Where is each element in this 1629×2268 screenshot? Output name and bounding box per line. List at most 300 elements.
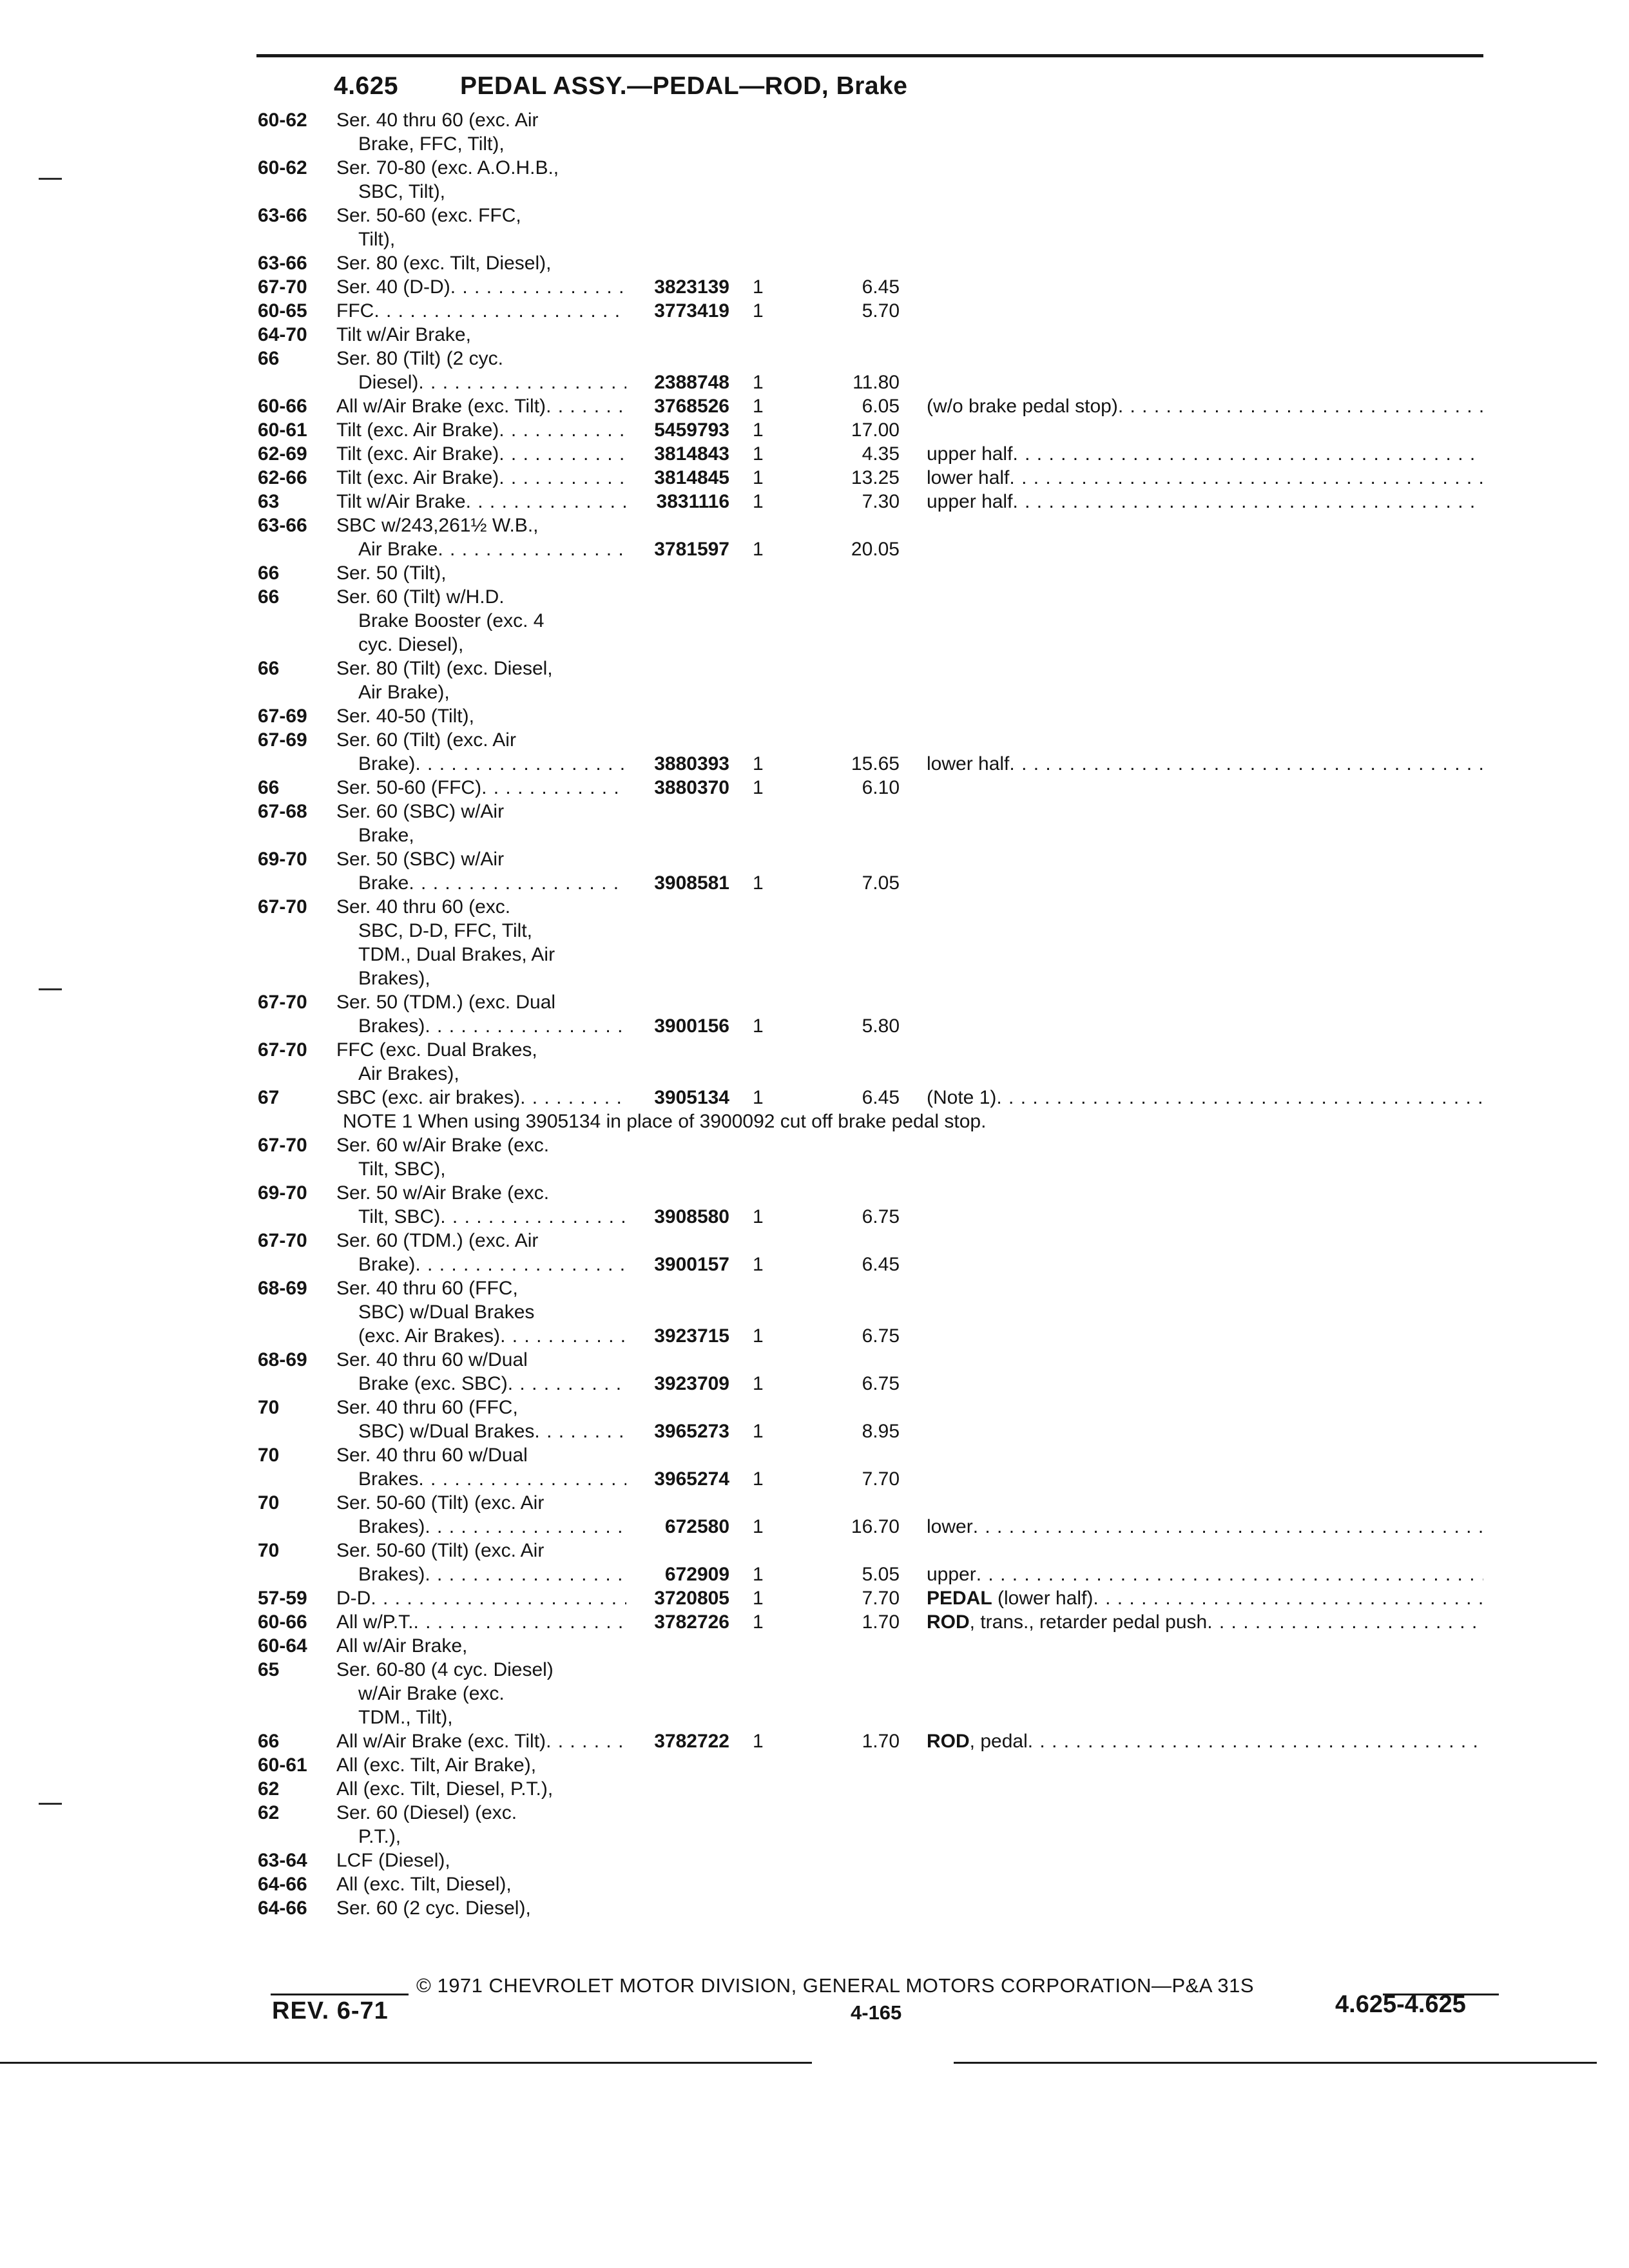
section-range: 4.625-4.625 — [1335, 1991, 1466, 2018]
list-price: 17.00 — [851, 419, 900, 441]
dot-leader — [973, 1515, 1483, 1539]
application-text: Ser. 60 (SBC) w/Air — [336, 801, 505, 822]
quantity: 1 — [753, 372, 764, 393]
application-text: Ser. 50-60 (Tilt) (exc. Air — [336, 1492, 545, 1514]
model-years: 62 — [258, 1778, 280, 1800]
application-cell — [336, 1443, 626, 1468]
model-years: 67-70 — [258, 1039, 307, 1061]
margin-mark — [39, 988, 62, 990]
application-cell — [336, 776, 626, 800]
application-cell — [336, 347, 626, 371]
quantity: 1 — [753, 1564, 764, 1585]
application-text: All w/Air Brake, — [336, 1635, 468, 1657]
model-years: 63-66 — [258, 205, 307, 226]
dot-leader — [409, 871, 626, 896]
list-price: 6.05 — [862, 396, 900, 417]
application-cell — [358, 966, 626, 991]
quantity: 1 — [753, 467, 764, 488]
model-years: 68-69 — [258, 1349, 307, 1370]
model-years: 66 — [258, 1731, 280, 1752]
application-cell — [358, 823, 626, 848]
dot-leader — [425, 1014, 626, 1039]
application-text: FFC — [336, 300, 374, 322]
quantity: 1 — [753, 1468, 764, 1490]
remark-text — [927, 394, 1118, 419]
model-years: 67-68 — [258, 801, 307, 822]
application-cell — [336, 728, 626, 753]
application-cell — [358, 1300, 626, 1325]
application-text: Brakes — [358, 1468, 419, 1490]
dot-leader — [508, 1372, 626, 1396]
dot-leader — [499, 466, 626, 490]
application-cell — [336, 466, 626, 490]
dot-leader — [371, 1586, 626, 1611]
application-cell — [358, 1324, 626, 1349]
dot-leader — [1093, 1586, 1483, 1611]
list-price: 7.05 — [862, 872, 900, 894]
part-number: 3782726 — [654, 1611, 729, 1633]
application-text: Brakes) — [358, 1564, 425, 1585]
model-years: 65 — [258, 1659, 280, 1680]
application-cell — [336, 704, 626, 729]
application-cell — [358, 633, 626, 657]
application-cell — [336, 585, 626, 610]
application-cell — [336, 1872, 626, 1897]
remark-cell — [927, 1729, 1483, 1754]
model-years: 66 — [258, 777, 280, 798]
application-cell — [358, 1682, 626, 1706]
model-years: 70 — [258, 1492, 280, 1514]
remark-detail: (lower half) — [998, 1588, 1094, 1609]
application-text: TDM., Tilt), — [358, 1707, 453, 1728]
application-cell — [336, 251, 626, 276]
application-text: Brake (exc. SBC) — [358, 1373, 508, 1394]
model-years: 60-62 — [258, 157, 307, 178]
list-price: 13.25 — [851, 467, 900, 488]
part-number: 3965273 — [654, 1421, 729, 1442]
dot-leader — [500, 1324, 626, 1349]
model-years: 68-69 — [258, 1278, 307, 1299]
list-price: 6.75 — [862, 1206, 900, 1227]
application-text: Tilt (exc. Air Brake) — [336, 443, 499, 465]
application-cell — [336, 418, 626, 443]
model-years: 62 — [258, 1802, 280, 1823]
part-number: 3781597 — [654, 539, 729, 560]
quantity: 1 — [753, 1087, 764, 1108]
list-price: 4.35 — [862, 443, 900, 465]
part-number: 3923715 — [654, 1325, 729, 1347]
dot-leader — [414, 1610, 627, 1635]
application-text: LCF (Diesel), — [336, 1850, 450, 1871]
quantity: 1 — [753, 396, 764, 417]
remark-text — [927, 490, 1012, 514]
application-text: Ser. 50-60 (FFC) — [336, 777, 482, 798]
list-price: 7.70 — [862, 1468, 900, 1490]
model-years: 64-70 — [258, 324, 307, 345]
application-cell — [358, 1562, 626, 1587]
model-years: 67-70 — [258, 276, 307, 298]
application-cell — [336, 561, 626, 586]
application-text: Ser. 40 thru 60 (FFC, — [336, 1397, 518, 1418]
model-years: 67-70 — [258, 1230, 307, 1251]
dot-leader — [1012, 442, 1483, 466]
model-years: 67-70 — [258, 896, 307, 918]
application-cell — [358, 370, 626, 395]
application-cell — [358, 1372, 626, 1396]
application-cell — [336, 490, 626, 514]
remark-detail: , pedal — [969, 1731, 1028, 1752]
application-text: Tilt, SBC), — [358, 1158, 446, 1180]
application-text: Brake, — [358, 825, 414, 846]
application-text: Brake) — [358, 1254, 416, 1275]
application-cell — [358, 1467, 626, 1492]
part-number: 3773419 — [654, 300, 729, 322]
list-price: 6.45 — [862, 1087, 900, 1108]
part-number: 3923709 — [654, 1373, 729, 1394]
remark-cell — [927, 466, 1483, 490]
quantity: 1 — [753, 1588, 764, 1609]
application-cell — [336, 1801, 626, 1825]
section-number: 4.625 — [334, 72, 399, 100]
remark-cell — [927, 442, 1483, 466]
margin-mark — [39, 1803, 62, 1805]
dot-leader — [546, 1729, 626, 1754]
dot-leader — [1009, 752, 1483, 776]
application-cell — [336, 1038, 626, 1062]
application-cell — [336, 990, 626, 1015]
application-cell — [336, 1658, 626, 1682]
application-text: Tilt (exc. Air Brake) — [336, 467, 499, 488]
application-text: SBC, D-D, FFC, Tilt, — [358, 920, 532, 941]
model-years: 60-64 — [258, 1635, 307, 1657]
application-cell — [358, 1706, 626, 1730]
application-cell — [336, 1539, 626, 1563]
remark-text — [927, 1086, 996, 1110]
application-cell — [358, 1253, 626, 1277]
section-title-bar — [334, 72, 908, 101]
remark-detail: (w/o brake pedal stop) — [927, 396, 1118, 417]
dot-leader — [425, 1562, 626, 1587]
part-number: 3814845 — [654, 467, 729, 488]
model-years: 63 — [258, 491, 280, 512]
dot-leader — [418, 1467, 626, 1492]
part-number: 672580 — [664, 1516, 729, 1537]
application-cell — [336, 1896, 626, 1921]
quantity: 1 — [753, 1206, 764, 1227]
remark-heading: ROD — [927, 1611, 970, 1633]
dot-leader — [415, 1253, 626, 1277]
part-number: 3823139 — [654, 276, 729, 298]
copyright-text: © 1971 CHEVROLET MOTOR DIVISION, GENERAL MOTORS CORPORATION—P&A 31S — [416, 1974, 1255, 1997]
dot-leader — [1207, 1610, 1483, 1635]
page-number: 4-165 — [851, 2001, 902, 2024]
part-number: 3814843 — [654, 443, 729, 465]
dot-leader — [520, 1086, 626, 1110]
application-cell — [336, 275, 626, 300]
application-text: Ser. 80 (exc. Tilt, Diesel), — [336, 253, 552, 274]
model-years: 64-66 — [258, 1874, 307, 1895]
dot-leader — [1012, 490, 1483, 514]
part-number: 5459793 — [654, 419, 729, 441]
list-price: 6.75 — [862, 1373, 900, 1394]
application-text: Ser. 60-80 (4 cyc. Diesel) — [336, 1659, 554, 1680]
remark-text — [927, 1515, 973, 1539]
application-cell — [336, 442, 626, 466]
application-text: Ser. 50-60 (Tilt) (exc. Air — [336, 1540, 545, 1561]
dot-leader — [976, 1562, 1483, 1587]
part-number: 3908581 — [654, 872, 729, 894]
application-cell — [358, 943, 626, 967]
application-cell — [358, 1515, 626, 1539]
application-text: Ser. 50 (Tilt), — [336, 562, 447, 584]
application-text: Ser. 40 thru 60 w/Dual — [336, 1349, 528, 1370]
part-number: 3768526 — [654, 396, 729, 417]
application-text: Tilt w/Air Brake, — [336, 324, 471, 345]
remark-cell — [927, 1586, 1483, 1611]
application-cell — [358, 1062, 626, 1086]
application-text: Tilt w/Air Brake — [336, 491, 466, 512]
application-cell — [358, 919, 626, 943]
dot-leader — [415, 752, 626, 776]
part-number: 3782722 — [654, 1731, 729, 1752]
application-text: SBC) w/Dual Brakes — [358, 1302, 535, 1323]
application-text: Ser. 40 thru 60 (exc. — [336, 896, 511, 918]
quantity: 1 — [753, 1611, 764, 1633]
application-text: All (exc. Tilt, Diesel, P.T.), — [336, 1778, 554, 1800]
footer-copyright-line — [271, 1974, 1499, 2000]
application-cell — [336, 204, 626, 228]
remark-text — [927, 442, 1012, 466]
remark-cell — [927, 1610, 1483, 1635]
margin-mark — [39, 178, 62, 180]
model-years: 69-70 — [258, 1182, 307, 1204]
application-cell — [336, 1586, 626, 1611]
application-text: Brakes) — [358, 1015, 425, 1037]
model-years: 70 — [258, 1397, 280, 1418]
application-cell — [358, 537, 626, 562]
model-years: 63-66 — [258, 515, 307, 536]
application-text: Air Brake), — [358, 682, 450, 703]
application-cell — [336, 1229, 626, 1253]
quantity: 1 — [753, 443, 764, 465]
application-cell — [358, 1419, 626, 1444]
remark-text — [927, 752, 1009, 776]
part-number: 3880393 — [654, 753, 729, 774]
model-years: 66 — [258, 658, 280, 679]
application-text: TDM., Dual Brakes, Air — [358, 944, 555, 965]
list-price: 6.75 — [862, 1325, 900, 1347]
model-years: 67-70 — [258, 1135, 307, 1156]
revision-label: REV. 6-71 — [272, 1997, 389, 2024]
remark-text — [927, 1562, 976, 1587]
dot-leader — [481, 776, 626, 800]
application-text: Ser. 60 (2 cyc. Diesel), — [336, 1898, 531, 1919]
application-cell — [336, 514, 626, 538]
remark-heading: ROD — [927, 1731, 970, 1752]
application-cell — [336, 1729, 626, 1754]
application-cell — [336, 800, 626, 824]
model-years: 63-64 — [258, 1850, 307, 1871]
application-cell — [336, 1849, 626, 1873]
dot-leader — [440, 1205, 626, 1229]
bottom-rule-left — [0, 2062, 812, 2064]
list-price: 7.30 — [862, 491, 900, 512]
model-years: 62-66 — [258, 467, 307, 488]
application-cell — [336, 1491, 626, 1515]
quantity: 1 — [753, 1421, 764, 1442]
application-text: Ser. 60 (TDM.) (exc. Air — [336, 1230, 539, 1251]
application-cell — [336, 1753, 626, 1778]
quantity: 1 — [753, 491, 764, 512]
application-text: Ser. 50 w/Air Brake (exc. — [336, 1182, 550, 1204]
remark-detail: upper — [927, 1564, 976, 1585]
list-price: 7.70 — [862, 1588, 900, 1609]
model-years: 62-69 — [258, 443, 307, 465]
model-years: 69-70 — [258, 849, 307, 870]
application-cell — [336, 1396, 626, 1420]
dot-leader — [546, 394, 626, 419]
application-text: Ser. 60 (Tilt) w/H.D. — [336, 586, 505, 608]
part-number: 2388748 — [654, 372, 729, 393]
top-rule — [256, 54, 1483, 57]
dot-leader — [425, 1515, 626, 1539]
application-text: Ser. 40 thru 60 w/Dual — [336, 1445, 528, 1466]
quantity: 1 — [753, 753, 764, 774]
dot-leader — [466, 490, 626, 514]
application-text: Ser. 40 thru 60 (FFC, — [336, 1278, 518, 1299]
model-years: 57-59 — [258, 1588, 307, 1609]
part-number: 3720805 — [654, 1588, 729, 1609]
application-cell — [336, 1181, 626, 1206]
application-cell — [336, 895, 626, 919]
model-years: 70 — [258, 1445, 280, 1466]
application-cell — [336, 1348, 626, 1372]
application-text: Brakes), — [358, 968, 430, 989]
quantity: 1 — [753, 1015, 764, 1037]
application-text: Tilt), — [358, 229, 396, 250]
application-cell — [358, 1825, 626, 1849]
model-years: 60-61 — [258, 419, 307, 441]
part-number: 3831116 — [656, 491, 729, 512]
remark-detail: upper half — [927, 443, 1013, 465]
application-cell — [336, 1276, 626, 1301]
application-cell — [358, 132, 626, 157]
application-cell — [358, 1205, 626, 1229]
remark-text — [927, 1610, 1207, 1635]
application-text: Air Brakes), — [358, 1063, 459, 1084]
application-text: Diesel) — [358, 372, 419, 393]
quantity: 1 — [753, 777, 764, 798]
application-text: Ser. 50 (TDM.) (exc. Dual — [336, 992, 556, 1013]
dot-leader — [450, 275, 626, 300]
list-price: 16.70 — [851, 1516, 900, 1537]
application-cell — [358, 609, 626, 633]
quantity: 1 — [753, 539, 764, 560]
quantity: 1 — [753, 276, 764, 298]
application-text: Brake, FFC, Tilt), — [358, 133, 505, 155]
part-number: 672909 — [664, 1564, 729, 1585]
application-text: All w/Air Brake (exc. Tilt) — [336, 396, 546, 417]
application-cell — [336, 108, 626, 133]
remark-cell — [927, 1515, 1483, 1539]
application-cell — [336, 1610, 626, 1635]
list-price: 8.95 — [862, 1421, 900, 1442]
application-text: Brake) — [358, 753, 416, 774]
list-price: 1.70 — [862, 1731, 900, 1752]
application-cell — [358, 871, 626, 896]
application-text: Ser. 60 (Diesel) (exc. — [336, 1802, 517, 1823]
application-cell — [336, 1634, 626, 1658]
application-text: D-D — [336, 1588, 371, 1609]
remark-cell — [927, 1086, 1483, 1110]
application-cell — [358, 1157, 626, 1182]
model-years: 60-66 — [258, 1611, 307, 1633]
model-years: 67 — [258, 1087, 280, 1108]
remark-text — [927, 466, 1009, 490]
application-cell — [358, 227, 626, 252]
quantity: 1 — [753, 1325, 764, 1347]
quantity: 1 — [753, 419, 764, 441]
model-years: 66 — [258, 348, 280, 369]
note-text: NOTE 1 When using 3905134 in place of 3900092 cut off brake pedal stop. — [343, 1111, 987, 1132]
model-years: 67-70 — [258, 992, 307, 1013]
application-text: cyc. Diesel), — [358, 634, 464, 655]
model-years: 70 — [258, 1540, 280, 1561]
model-years: 60-61 — [258, 1754, 307, 1776]
remark-detail: lower half — [927, 753, 1010, 774]
quantity: 1 — [753, 1731, 764, 1752]
application-text: FFC (exc. Dual Brakes, — [336, 1039, 537, 1061]
dot-leader — [1009, 466, 1483, 490]
application-text: Brake — [358, 872, 409, 894]
application-text: w/Air Brake (exc. — [358, 1683, 505, 1704]
application-text: Ser. 40 thru 60 (exc. Air — [336, 110, 539, 131]
list-price: 15.65 — [851, 753, 900, 774]
application-text: Ser. 50-60 (exc. FFC, — [336, 205, 521, 226]
quantity: 1 — [753, 1516, 764, 1537]
part-number: 3908580 — [654, 1206, 729, 1227]
application-text: SBC) w/Dual Brakes — [358, 1421, 535, 1442]
application-text: P.T.), — [358, 1826, 401, 1847]
application-text: Ser. 40 (D-D) — [336, 276, 450, 298]
list-price: 6.10 — [862, 777, 900, 798]
application-cell — [336, 1086, 626, 1110]
application-cell — [336, 156, 626, 180]
dot-leader — [1028, 1729, 1483, 1754]
application-text: Ser. 50 (SBC) w/Air — [336, 849, 505, 870]
model-years: 60-65 — [258, 300, 307, 322]
remark-detail: (Note 1) — [927, 1087, 997, 1108]
application-text: Ser. 80 (Tilt) (exc. Diesel, — [336, 658, 553, 679]
remark-detail: upper half — [927, 491, 1013, 512]
remark-cell — [927, 752, 1483, 776]
application-cell — [336, 299, 626, 323]
remark-cell — [927, 1562, 1483, 1587]
list-price: 5.05 — [862, 1564, 900, 1585]
part-number: 3880370 — [654, 777, 729, 798]
application-text: All (exc. Tilt, Diesel), — [336, 1874, 512, 1895]
dot-leader — [374, 299, 626, 323]
dot-leader — [1118, 394, 1483, 419]
remark-heading: PEDAL — [927, 1588, 992, 1609]
application-text: All (exc. Tilt, Air Brake), — [336, 1754, 537, 1776]
model-years: 64-66 — [258, 1898, 307, 1919]
application-text: All w/P.T. — [336, 1611, 414, 1633]
application-cell — [358, 180, 626, 204]
application-text: Ser. 70-80 (exc. A.O.H.B., — [336, 157, 559, 178]
dot-leader — [418, 370, 626, 395]
application-text: (exc. Air Brakes) — [358, 1325, 501, 1347]
